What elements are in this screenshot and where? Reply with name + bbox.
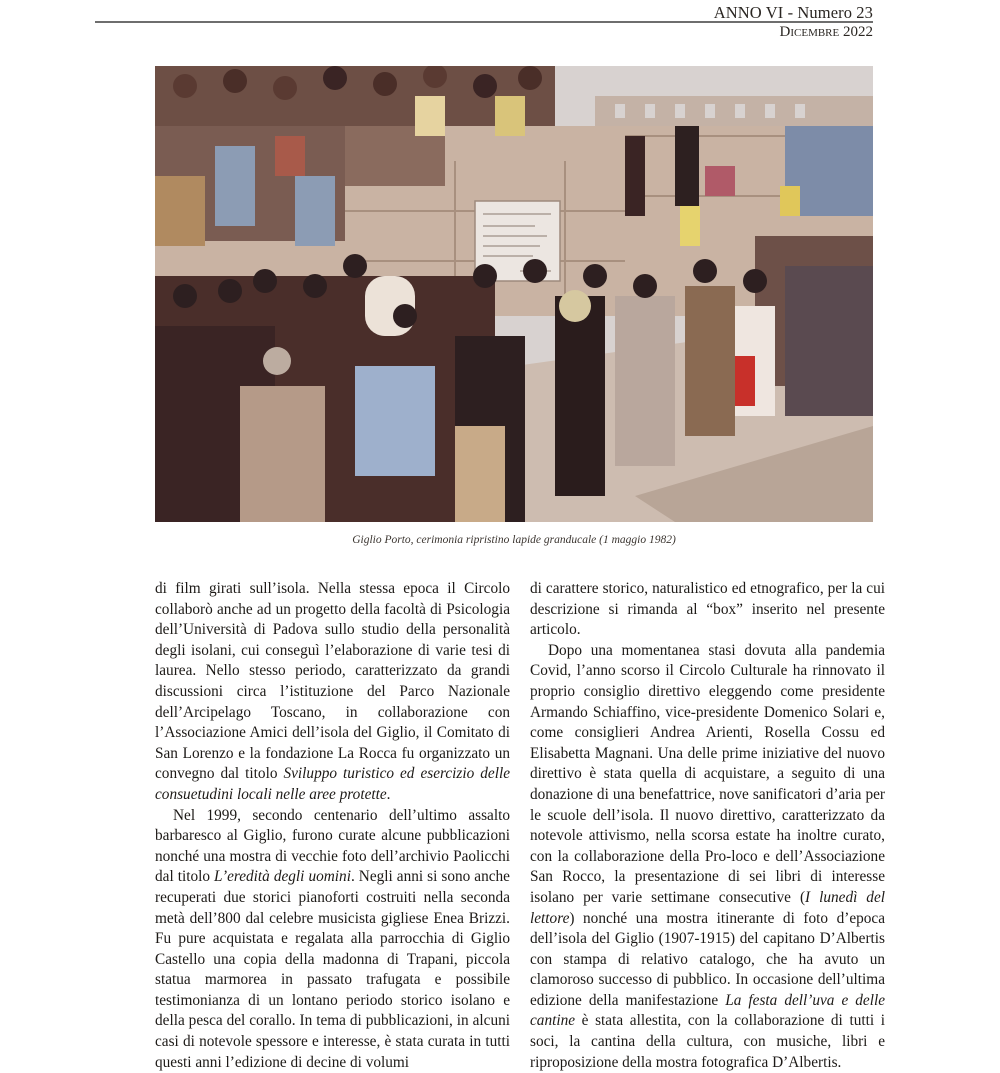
- article-paragraph: [155, 806, 510, 1073]
- issue-number: ANNO VI - Numero 23: [713, 3, 873, 22]
- article-column-left: [155, 579, 510, 1073]
- paragraph-text: di film girati sull’isola. Nella stessa epoca il Circolo collaborò anche ad un progetto della facoltà di Psicologia dell’Università di Padova sullo studio della personalità degli isolani, cui conseguì l’elaborazione di varie tesi di laurea. Nello stesso periodo, caratterizzato da grandi discussioni circa l’istituzione del Parco Nazionale dell’Arcipelago Toscano, in collaborazione con l’Associazione Amici dell’isola del Giglio, il Comitato di San Lorenzo e la fondazione La Rocca fu organizzato un convegno dal titolo: [155, 580, 510, 783]
- paragraph-text: è stata allestita, con la collaborazione di tutti i soci, la cantina della cultura, con musiche, libri e riproposizione della mostra fotografica D’Albertis.: [530, 1012, 885, 1071]
- italic-title: L’eredità degli uomini: [214, 868, 351, 886]
- photo-illustration: [155, 66, 873, 522]
- paragraph-text: .: [386, 785, 391, 803]
- article-paragraph: [155, 579, 510, 806]
- photo-caption: Giglio Porto, cerimonia ripristino lapide granducale (1 maggio 1982): [352, 534, 676, 546]
- italic-title: Sviluppo turistico ed esercizio delle consuetudini locali nelle aree protette: [155, 765, 511, 803]
- article-column-right: [530, 579, 885, 1073]
- italic-title: La festa dell’uva e delle cantine: [530, 991, 886, 1030]
- paragraph-text: ) nonché una mostra itinerante di foto d’epoca dell’isola del Giglio (1907-1915) del capitano D’Albertis con stampa di relativo catalogo, che ha avuto un clamoroso successo di pubblico. In occasione dell’ultima edizione della manifestazione: [530, 909, 885, 1009]
- ceremony-photo: [155, 66, 873, 522]
- article-paragraph: [530, 641, 885, 1073]
- italic-title: I lunedì del lettore: [530, 888, 885, 927]
- paragraph-text: Nel 1999, secondo centenario dell’ultimo assalto barbaresco al Giglio, furono curate alcune pubblicazioni nonché una mostra di vecchie foto dell’archivio Paolicchi dal titolo: [155, 806, 510, 886]
- issue-date: Dicembre 2022: [779, 24, 873, 40]
- paragraph-text: di carattere storico, naturalistico ed etnografico, per la cui descrizione si rimanda al “box” inserito nel presente articolo.: [530, 580, 885, 639]
- paragraph-text: . Negli anni si sono anche recuperati due storici pianoforti costruiti nella seconda metà dell’800 dal celebre musicista gigliese Enea Brizzi. Fu pure acquistata e regalata alla parrocchia di Giglio Castello una copia della madonna di Trapani, piccola statua marmorea in passato trafugata e possibile testimonianza di un lontano periodo storico isolano e della pesca del corallo. In tema di pubblicazioni, in alcuni casi di notevole spessore e interesse, è stata curata in tutti questi anni l’edizione di decine di volumi: [155, 868, 510, 1071]
- paragraph-text: Dopo una momentanea stasi dovuta alla pandemia Covid, l’anno scorso il Circolo Culturale ha rinnovato il proprio consiglio direttivo eleggendo come presidente Armando Schiaffino, vice-presidente Domenico Solari e, come consiglieri Andrea Arienti, Rosella Cossu ed Elisabetta Magnani. Una delle prime iniziative del nuovo direttivo è stata quella di acquistare, a seguito di una donazione di una benefattrice, nove sanificatori d’aria per le scuole dell’isola. Il nuovo direttivo, caratterizzato da notevole attivismo, nella scorsa estate ha inoltre curato, con la collaborazione della Pro-loco e dell’Associazione San Rocco, la presentazione di sei libri di interesse isolano per varie settimane consecutive (: [530, 641, 885, 906]
- article-paragraph: [530, 579, 885, 641]
